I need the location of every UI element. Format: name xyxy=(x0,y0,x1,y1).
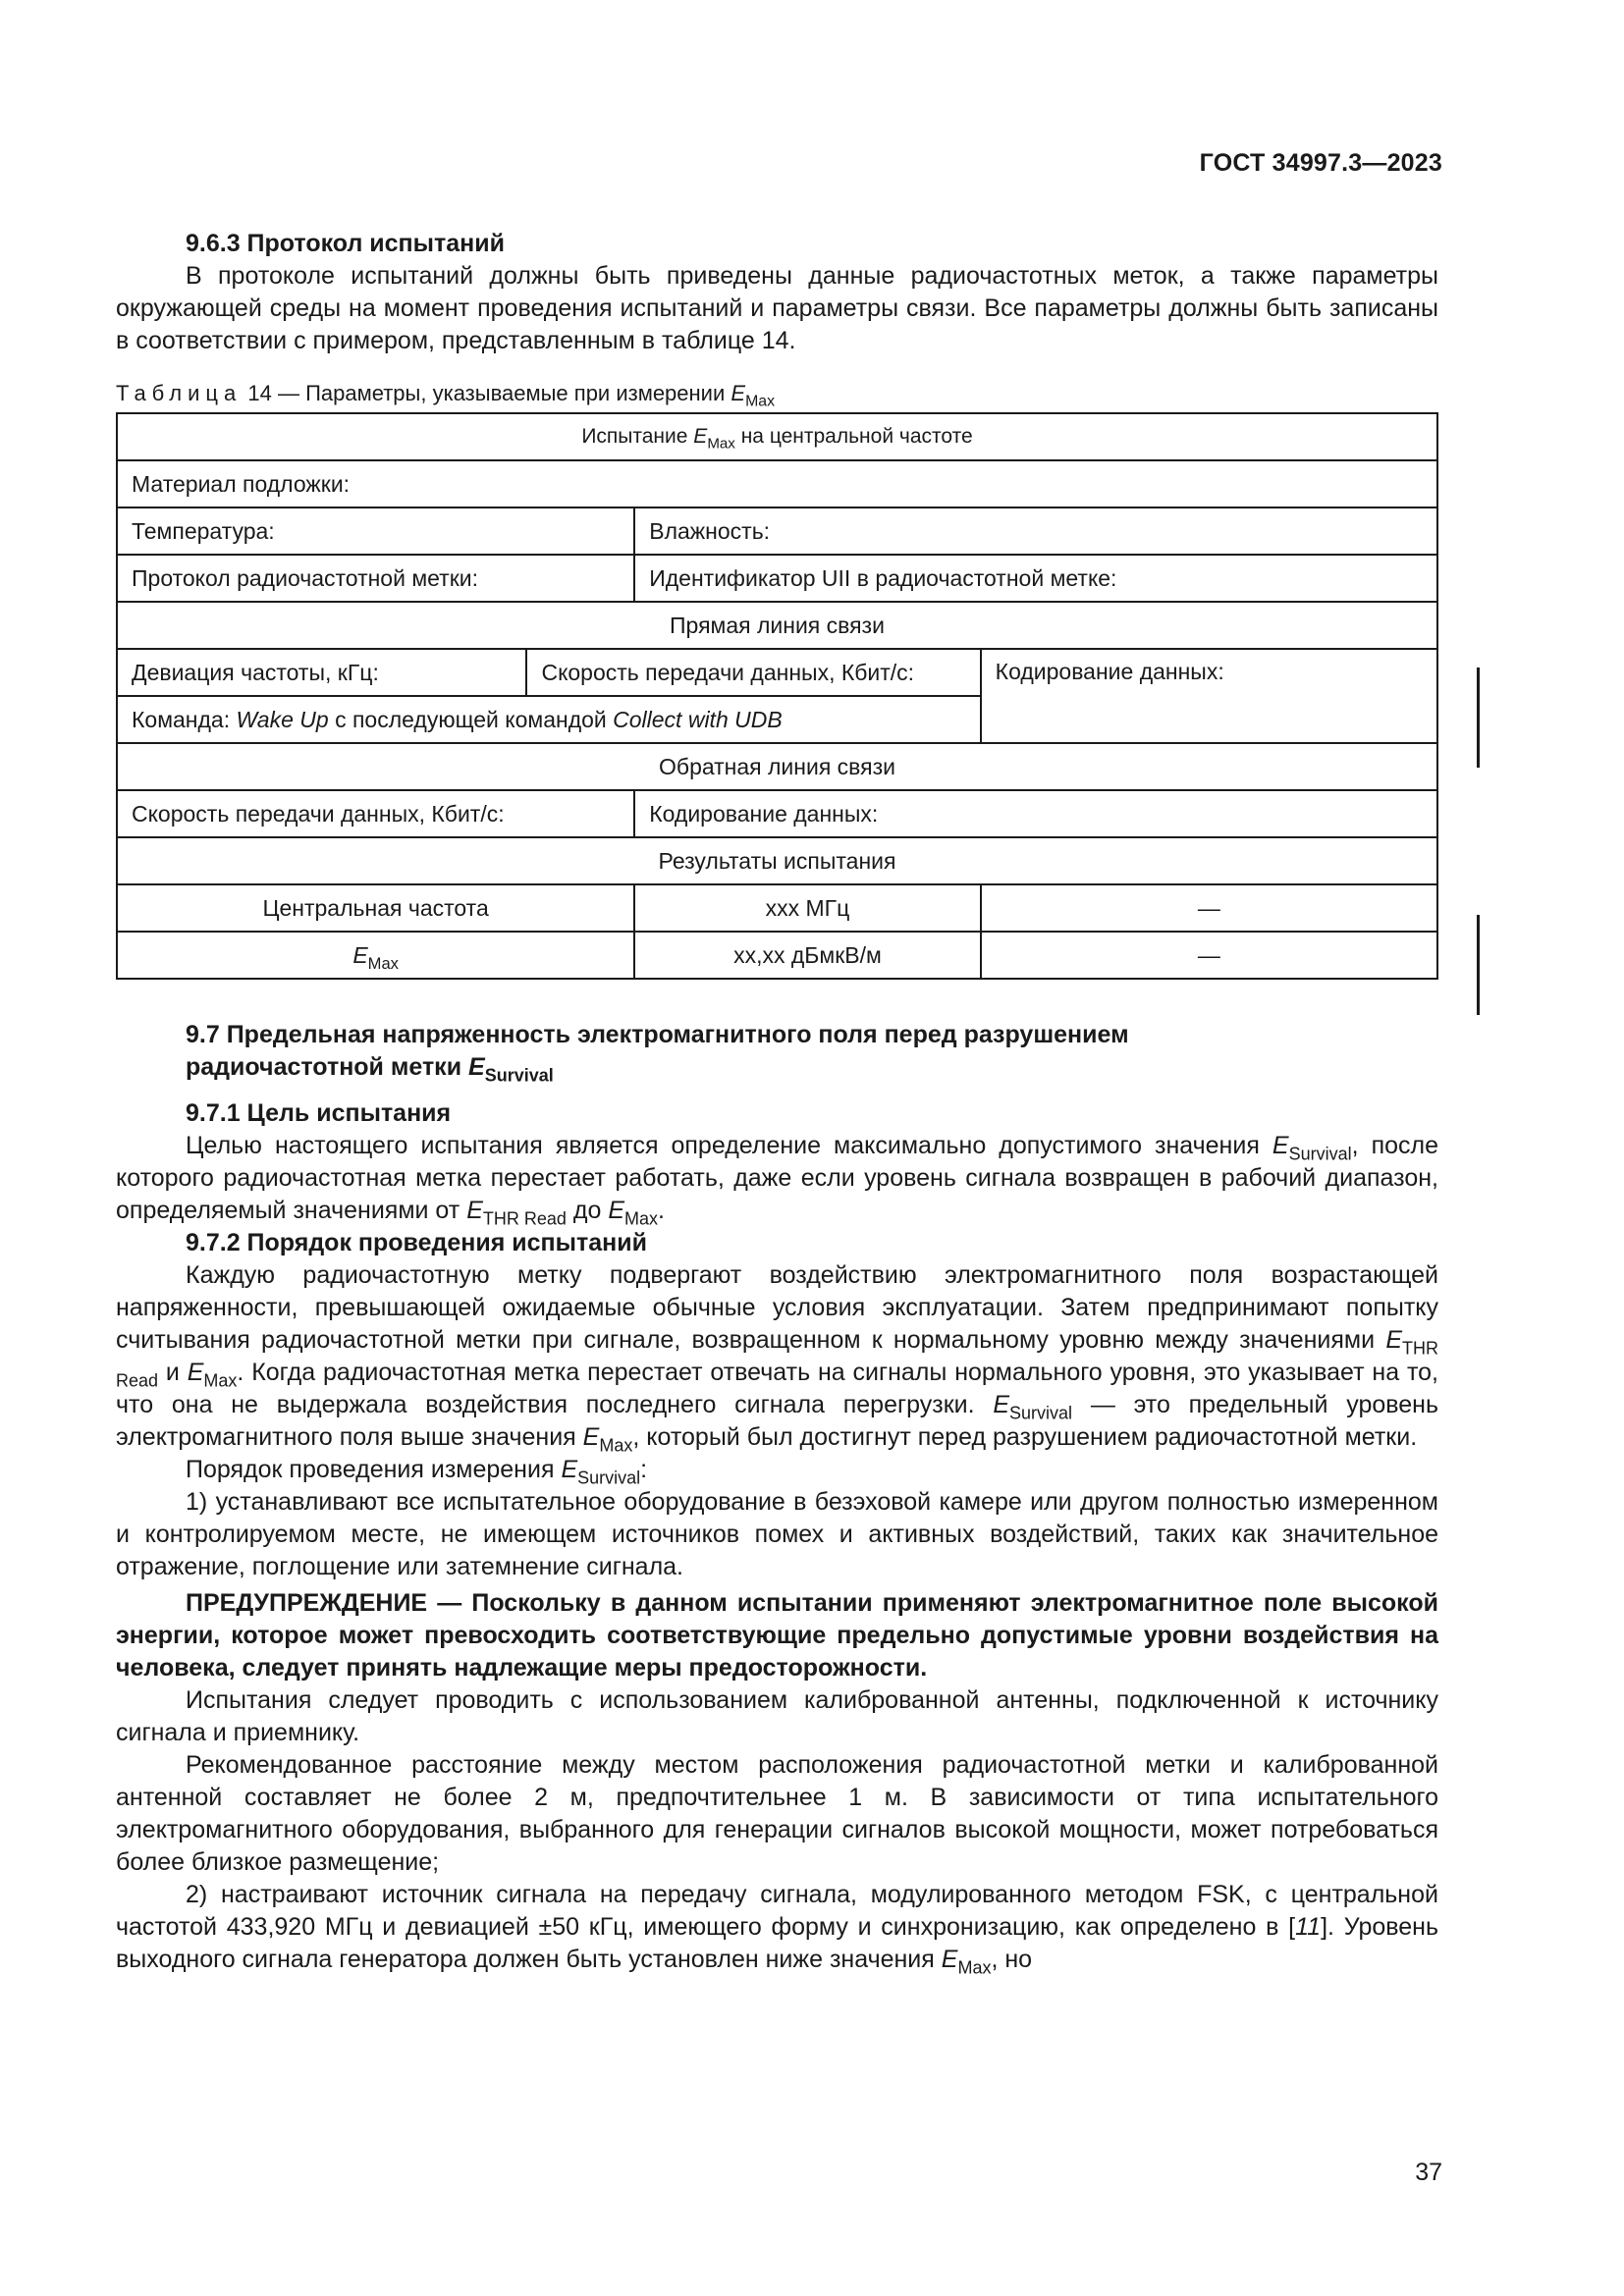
table-cell-return-rate: Скорость передачи данных, Кбит/с: xyxy=(117,790,634,837)
change-bar-bottom xyxy=(1477,915,1480,1015)
section-9-7-title: 9.7 Предельная напряженность электромагнитного поля перед разрушением радиочастотной метки $E_{Survival}$ xyxy=(186,1021,1129,1086)
table-cell-protocol: Протокол радиочастотной метки: xyxy=(117,555,634,602)
page-number: 37 xyxy=(1415,2159,1442,2186)
table-14-caption: Таблица 14 — Параметры, указываемые при измерении $E_{Max}$ xyxy=(116,381,775,410)
page-content xyxy=(116,228,1438,1976)
table-cell-substrate: Материал подложки: xyxy=(117,460,1437,507)
table-cell-deviation: Девиация частоты, кГц: xyxy=(117,649,526,696)
table-cell-emax-value: xx,xx дБмкВ/м xyxy=(634,932,980,979)
table-section-results: Результаты испытания xyxy=(117,837,1437,884)
table-cell-uii: Идентификатор UII в радиочастотной метке: xyxy=(634,555,1437,602)
section-9-7-2-title: 9.7.2 Порядок проведения испытаний xyxy=(186,1229,647,1256)
table-section-return-link: Обратная линия связи xyxy=(117,743,1437,790)
section-9-7-2-paragraph-2: Порядок проведения измерения $E_{Survival}$: xyxy=(186,1456,648,1488)
table-cell-forward-coding: Кодирование данных: xyxy=(981,649,1437,743)
table-cell-command: Команда: Wake Up с последующей командой Collect with UDB xyxy=(117,696,981,743)
section-9-6-3-title: 9.6.3 Протокол испытаний xyxy=(186,230,505,257)
table-cell-center-frequency: Центральная частота xyxy=(117,884,634,932)
change-bar-top xyxy=(1477,667,1480,768)
section-9-7-2-paragraph-1: Каждую радиочастотную метку подвергают воздействию электромагнитного поля возрастающей напряженности, превышающей ожидаемые обычные условия эксплуатации. Затем предпринимают попытку считывания радиочастотной метки при сигнале, возвращенном к нормальному уровню между значениями $E_{THR Read}$ и $E_{Max}$. Когда радиочастотная метка перестает отвечать на сигналы нормального уровня, это указывает на то, что она не выдержала воздействия последнего сигнала перегрузки. $E_{Survival}$ — это предельный уровень электромагнитного поля выше значения $E_{Max}$, который был достигнут перед разрушением радиочастотной метки. xyxy=(116,1261,1439,1456)
table-cell-humidity: Влажность: xyxy=(634,507,1437,555)
table-cell-temperature: Температура: xyxy=(117,507,634,555)
document-header: ГОСТ 34997.3—2023 xyxy=(1199,149,1442,177)
parameters-table xyxy=(116,412,1438,980)
section-9-7-1-title: 9.7.1 Цель испытания xyxy=(186,1099,452,1127)
table-cell-forward-rate: Скорость передачи данных, Кбит/с: xyxy=(526,649,980,696)
section-9-7-2-paragraph-distance: Рекомендованное расстояние между местом расположения радиочастотной метки и калиброванной антенной составляет не более 2 м, предпочтительнее 1 м. В зависимости от типа испытательного электромагнитного оборудования, выбранного для генерации сигналов высокой мощности, может потребоваться более близкое размещение; xyxy=(116,1751,1438,1876)
table-header-emax-test: Испытание $E_{Max}$ на центральной частоте xyxy=(117,413,1437,460)
section-9-7-2-paragraph-antenna: Испытания следует проводить с использованием калиброванной антенны, подключенной к источнику сигнала и приемнику. xyxy=(116,1686,1438,1746)
section-9-7-1-paragraph: Целью настоящего испытания является определение максимально допустимого значения $E_{Survival}$, после которого радиочастотная метка перестает работать, даже если уровень сигнала возвращен в рабочий диапазон, определяемый значениями от $E_{THR Read}$ до $E_{Max}$. xyxy=(116,1132,1439,1229)
table-cell-emax-dash: — xyxy=(981,932,1437,979)
warning-paragraph: ПРЕДУПРЕЖДЕНИЕ — Поскольку в данном испытании применяют электромагнитное поле высокой энергии, которое может превосходить соответствующие предельно допустимые уровни воздействия на человека, следует принять надлежащие меры предосторожности. xyxy=(116,1589,1438,1682)
section-9-7-2-step-2: 2) настраивают источник сигнала на передачу сигнала, модулированного методом FSK, с центральной частотой 433,920 МГц и девиацией ±50 кГц, имеющего форму и синхронизацию, как определено в [11]. Уровень выходного сигнала генератора должен быть установлен ниже значения $E_{Max}$, но xyxy=(116,1881,1439,1978)
table-cell-center-frequency-dash: — xyxy=(981,884,1437,932)
table-cell-emax: $E_{Max}$ xyxy=(117,932,634,979)
table-cell-center-frequency-value: xxx МГц xyxy=(634,884,980,932)
section-9-7-2-step-1: 1) устанавливают все испытательное оборудование в безэховой камере или другом полностью измеренном и контролируемом месте, не имеющем источников помех и активных воздействий, таких как значительное отражение, поглощение или затемнение сигнала. xyxy=(116,1488,1438,1580)
section-9-6-3-paragraph: В протоколе испытаний должны быть приведены данные радиочастотных меток, а также параметры окружающей среды на момент проведения испытаний и параметры связи. Все параметры должны быть записаны в соответствии с примером, представленным в таблице 14. xyxy=(116,262,1438,354)
table-cell-return-coding: Кодирование данных: xyxy=(634,790,1437,837)
table-section-forward-link: Прямая линия связи xyxy=(117,602,1437,649)
